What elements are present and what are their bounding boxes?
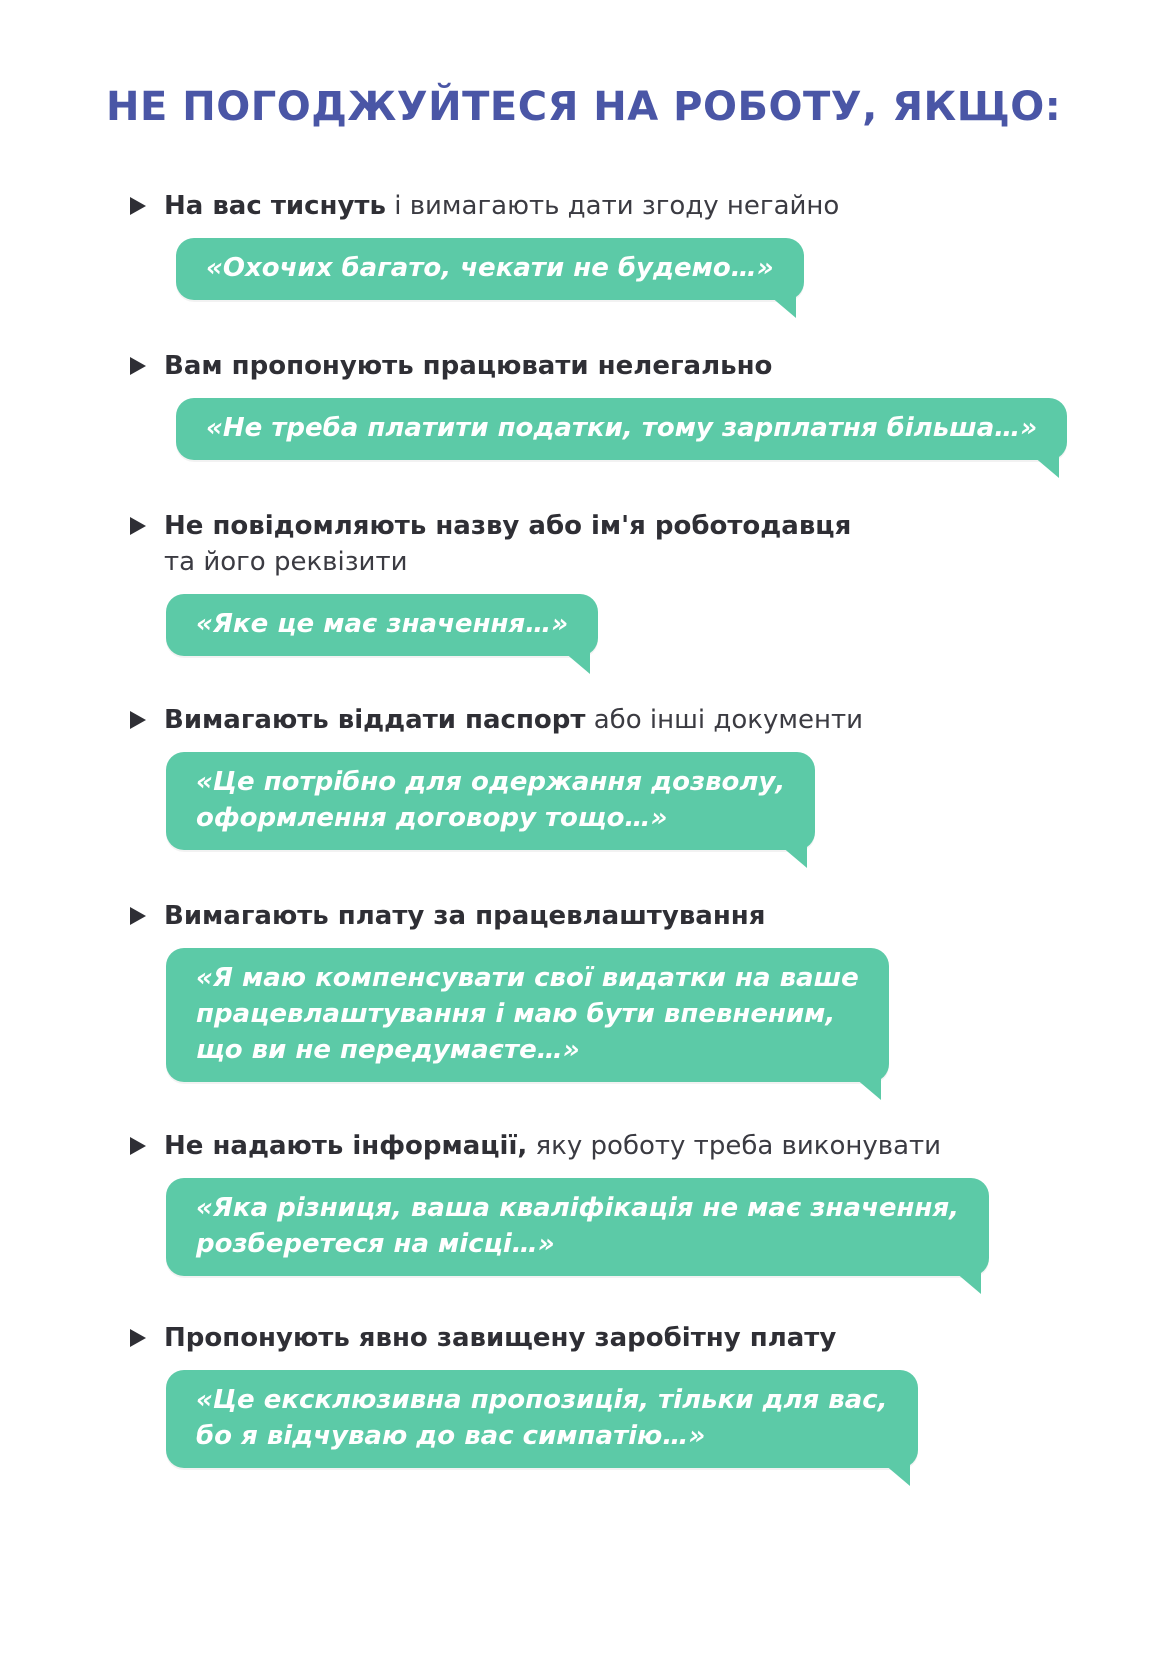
quote-bubble: [176, 398, 1067, 460]
triangle-right-icon: [130, 1329, 146, 1347]
quote-bubble: [166, 752, 815, 850]
quote-text: «Це ексклюзивна пропозиція, тільки для вас, бо я відчуваю до вас симпатію…»: [196, 1385, 888, 1451]
warning-item: [130, 898, 1130, 1082]
item-heading-rest: та його реквізити: [164, 547, 408, 577]
warning-item: [130, 188, 1130, 300]
item-heading-bold: На вас тиснуть: [164, 191, 386, 221]
quote-bubble: [166, 948, 889, 1082]
item-heading-bold: Не надають інформації,: [164, 1131, 528, 1161]
item-heading: [130, 1128, 1130, 1164]
quote-text: «Охочих багато, чекати не будемо…»: [206, 253, 774, 283]
item-heading: [130, 508, 1130, 580]
quote-text: «Яка різниця, ваша кваліфікація не має значення, розберетеся на місці…»: [196, 1193, 960, 1259]
item-heading-bold: Вимагають плату за працевлаштування: [164, 901, 766, 931]
item-heading-bold: Не повідомляють назву або ім'я роботодавця: [164, 511, 852, 541]
item-heading: [130, 348, 1130, 384]
item-heading-bold: Вимагають віддати паспорт: [164, 705, 586, 735]
warning-item: [130, 348, 1130, 460]
triangle-right-icon: [130, 197, 146, 215]
item-heading-rest: і вимагають дати згоду негайно: [385, 191, 840, 221]
triangle-right-icon: [130, 1137, 146, 1155]
triangle-right-icon: [130, 907, 146, 925]
warning-item: [130, 508, 1130, 656]
page-title: НЕ ПОГОДЖУЙТЕСЯ НА РОБОТУ, ЯКЩО:: [106, 84, 1062, 130]
quote-bubble: [176, 238, 804, 300]
item-heading-bold: Вам пропонують працювати нелегально: [164, 351, 773, 381]
warning-item: [130, 1320, 1130, 1468]
quote-bubble: [166, 594, 598, 656]
quote-text: «Яке це має значення…»: [196, 609, 569, 639]
quote-text: «Це потрібно для одержання дозволу, оформлення договору тощо…»: [196, 767, 786, 833]
warning-item: [130, 1128, 1130, 1276]
item-heading-rest: або інші документи: [585, 705, 864, 735]
quote-text: «Не треба платити податки, тому зарплатня більша…»: [206, 413, 1038, 443]
item-heading-bold: Пропонують явно завищену заробітну плату: [164, 1323, 837, 1353]
quote-text: «Я маю компенсувати свої видатки на ваше працевлаштування і маю бути впевненим, що ви не передумаєте…»: [196, 963, 859, 1065]
item-heading: [130, 898, 1130, 934]
quote-bubble: [166, 1178, 989, 1276]
item-heading: [130, 188, 1130, 224]
item-heading-rest: яку роботу треба виконувати: [527, 1131, 942, 1161]
item-heading: [130, 1320, 1130, 1356]
quote-bubble: [166, 1370, 918, 1468]
triangle-right-icon: [130, 517, 146, 535]
triangle-right-icon: [130, 357, 146, 375]
warning-item: [130, 702, 1130, 850]
item-heading: [130, 702, 1130, 738]
triangle-right-icon: [130, 711, 146, 729]
